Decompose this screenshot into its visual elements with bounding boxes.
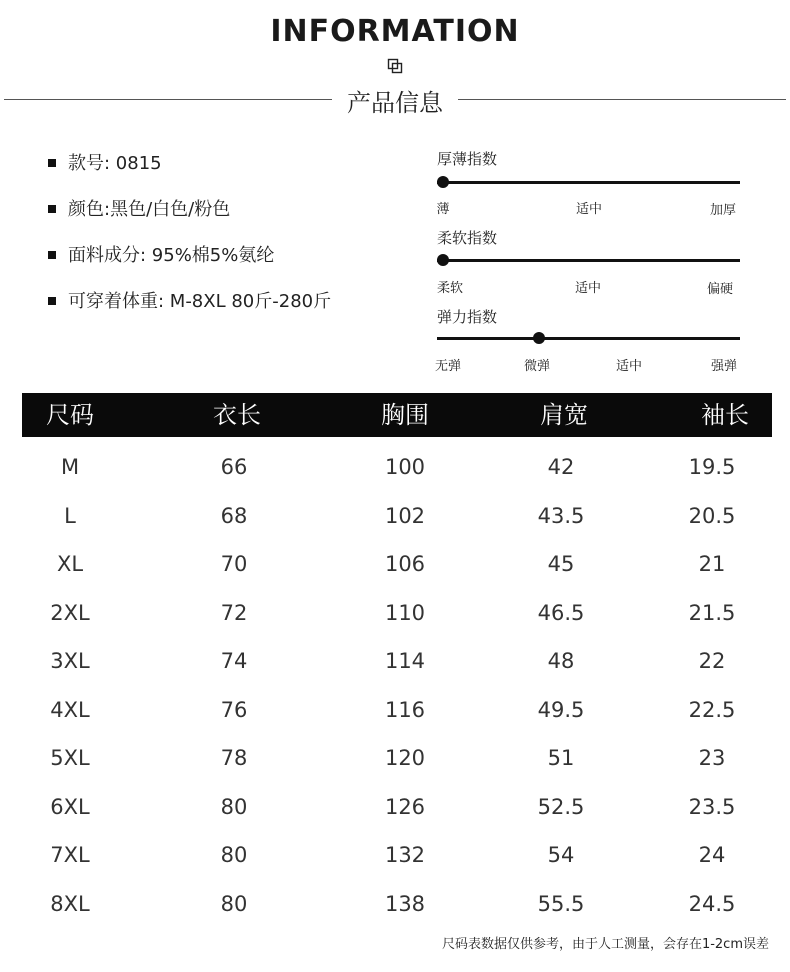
spec-text: 可穿着体重: M-8XL 80斤-280斤: [68, 291, 332, 312]
measurement-cell: 45: [547, 552, 575, 576]
square-bullet-icon: [48, 251, 56, 259]
scale-label: 适中: [615, 359, 643, 374]
measurement-cell: 20.5: [688, 503, 736, 528]
spec-item: [48, 287, 331, 313]
table-row: [22, 589, 772, 637]
scale-label: 适中: [575, 202, 603, 217]
size-cell: 8XL: [50, 891, 90, 916]
measurement-cell: 72: [220, 600, 248, 625]
size-cell: L: [64, 503, 76, 528]
measurement-cell: 138: [384, 891, 426, 916]
size-cell: 6XL: [50, 794, 90, 819]
measurement-cell: 78: [220, 746, 248, 770]
scale-label: 加厚: [709, 203, 737, 218]
column-header: 袖长: [701, 401, 749, 429]
measurement-cell: 114: [384, 649, 426, 673]
measurement-cell: 66: [220, 455, 248, 479]
measurement-cell: 126: [384, 794, 426, 819]
measurement-footnote: 尺码表数据仅供参考，由于人工测量，会存在1-2cm误差: [441, 937, 769, 952]
measurement-cell: 19.5: [688, 455, 736, 479]
size-cell: 4XL: [50, 697, 90, 722]
measurement-cell: 23: [698, 746, 726, 770]
measurement-cell: 54: [547, 843, 575, 867]
scale-title: 柔软指数: [437, 229, 498, 247]
scale-label: 强弹: [710, 359, 738, 374]
measurement-cell: 43.5: [537, 503, 585, 528]
scale-track: [437, 181, 740, 184]
square-bullet-icon: [48, 159, 56, 167]
scale-label: 适中: [574, 281, 602, 296]
scale-knob: [437, 176, 449, 188]
table-row: [22, 492, 772, 540]
spec-item: [48, 149, 162, 175]
measurement-cell: 22: [698, 649, 726, 673]
measurement-cell: 74: [220, 649, 248, 673]
page-title: INFORMATION: [270, 14, 520, 49]
measurement-cell: 52.5: [537, 794, 585, 819]
measurement-cell: 80: [220, 891, 248, 916]
spec-item: [48, 241, 274, 267]
square-bullet-icon: [48, 205, 56, 213]
size-cell: XL: [56, 552, 84, 576]
measurement-cell: 49.5: [537, 697, 585, 722]
table-row: [22, 443, 772, 491]
measurement-cell: 55.5: [537, 891, 585, 916]
column-header: 尺码: [46, 401, 94, 429]
measurement-cell: 116: [384, 697, 426, 722]
spec-text: 颜色:黑色/白色/粉色: [68, 199, 231, 220]
spec-item: [48, 195, 230, 221]
scale-title: 弹力指数: [437, 308, 498, 326]
measurement-cell: 23.5: [688, 794, 736, 819]
scale-title: 厚薄指数: [437, 150, 498, 168]
table-row: [22, 540, 772, 588]
column-header: 衣长: [213, 401, 261, 429]
measurement-cell: 70: [220, 552, 248, 576]
table-row: [22, 880, 772, 928]
scale-track: [437, 259, 740, 262]
column-header: 肩宽: [540, 401, 588, 429]
size-table-header: [22, 393, 772, 437]
measurement-cell: 22.5: [688, 697, 736, 722]
scale-label: 微弹: [523, 359, 551, 374]
measurement-cell: 102: [384, 503, 426, 528]
size-cell: 2XL: [50, 600, 90, 625]
measurement-cell: 46.5: [537, 600, 585, 625]
size-cell: M: [60, 455, 80, 479]
scale-label: 偏硬: [706, 282, 734, 297]
measurement-cell: 100: [384, 455, 426, 479]
size-cell: 3XL: [50, 649, 90, 673]
measurement-cell: 106: [384, 552, 426, 576]
measurement-cell: 80: [220, 843, 248, 867]
measurement-cell: 132: [384, 843, 426, 867]
measurement-cell: 21: [698, 552, 726, 576]
size-cell: 7XL: [50, 843, 90, 867]
scale-label: 柔软: [436, 281, 464, 296]
scale-knob: [437, 254, 449, 266]
column-header: 胸围: [381, 401, 429, 429]
measurement-cell: 24.5: [688, 891, 736, 916]
scale-track: [437, 337, 740, 340]
size-cell: 5XL: [50, 746, 90, 770]
measurement-cell: 42: [547, 455, 575, 479]
measurement-cell: 120: [384, 746, 426, 770]
table-row: [22, 686, 772, 734]
measurement-cell: 110: [384, 600, 426, 625]
measurement-cell: 24: [698, 843, 726, 867]
measurement-cell: 80: [220, 794, 248, 819]
table-row: [22, 831, 772, 879]
measurement-cell: 21.5: [688, 600, 736, 625]
measurement-cell: 51: [547, 746, 575, 770]
measurement-cell: 48: [547, 649, 575, 673]
square-bullet-icon: [48, 297, 56, 305]
spec-text: 款号: 0815: [68, 153, 162, 174]
section-subtitle: 产品信息: [347, 89, 443, 117]
scale-label: 薄: [436, 202, 450, 217]
scale-knob: [533, 332, 545, 344]
table-row: [22, 637, 772, 685]
measurement-cell: 76: [220, 697, 248, 722]
spec-text: 面料成分: 95%棉5%氨纶: [68, 245, 275, 266]
table-row: [22, 783, 772, 831]
scale-label: 无弹: [434, 359, 462, 374]
overlapping-squares-icon: [387, 58, 403, 74]
table-row: [22, 734, 772, 782]
measurement-cell: 68: [220, 503, 248, 528]
